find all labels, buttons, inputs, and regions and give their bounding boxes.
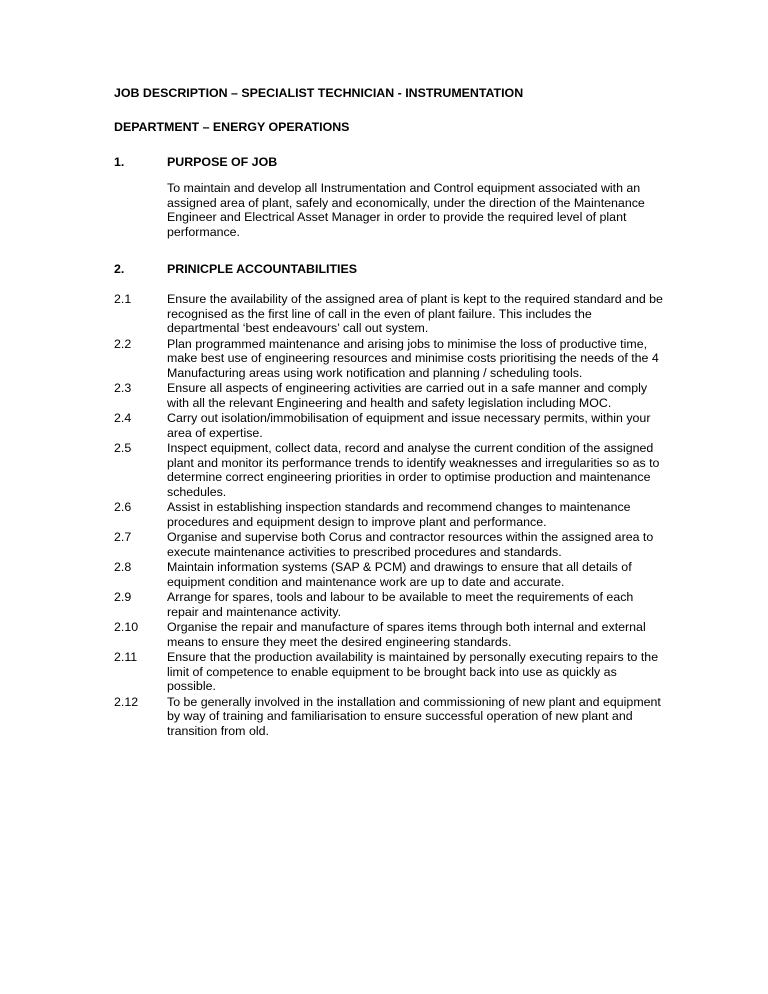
- section-2-title: PRINICPLE ACCOUNTABILITIES: [167, 262, 357, 276]
- item-number: 2.12: [114, 694, 139, 709]
- list-item: [114, 411, 674, 440]
- list-item: [114, 292, 674, 336]
- department-heading: DEPARTMENT – ENERGY OPERATIONS: [114, 120, 350, 134]
- section-1-title: PURPOSE OF JOB: [167, 155, 278, 169]
- item-number: 2.1: [114, 292, 132, 306]
- list-item: [114, 695, 674, 739]
- list-item: [114, 441, 674, 499]
- item-text: Arrange for spares, tools and labour to be available to meet the requirements of each repair and maintenance activity.: [167, 590, 634, 619]
- item-text: Organise the repair and manufacture of spares items through both internal and external means to ensure they meet the desired engineering standards.: [167, 620, 646, 649]
- item-text: Carry out isolation/immobilisation of equipment and issue necessary permits, within your area of expertise.: [167, 411, 651, 440]
- list-item: [114, 620, 674, 649]
- list-item: [114, 337, 674, 381]
- item-number: 2.11: [114, 650, 138, 664]
- item-number: 2.5: [114, 441, 132, 455]
- item-text: Ensure all aspects of engineering activities are carried out in a safe manner and comply with all the relevant Engineering and health and safety legislation including MOC.: [167, 381, 648, 410]
- item-number: 2.9: [114, 590, 132, 604]
- item-text: Maintain information systems (SAP & PCM) and drawings to ensure that all details of equipment condition and maintenance work are up to date and accurate.: [167, 560, 632, 589]
- item-number: 2.8: [114, 560, 132, 574]
- section-1-number: 1.: [114, 155, 125, 169]
- item-number: 2.4: [114, 411, 132, 425]
- item-text: Organise and supervise both Corus and contractor resources within the assigned area to execute maintenance activities to prescribed procedures and standards.: [167, 530, 654, 559]
- item-text: Plan programmed maintenance and arising jobs to minimise the loss of productive time, make best use of engineering resources and minimise costs prioritising the needs of the 4 Manufacturing areas using work notification and planning / scheduling tools.: [167, 336, 659, 380]
- list-item: [114, 381, 674, 410]
- item-number: 2.10: [114, 620, 139, 634]
- purpose-paragraph: To maintain and develop all Instrumentation and Control equipment associated with an assigned area of plant, safely and economically, under the direction of the Maintenance Engineer and Electrical Asset Manager in order to provide the required level of plant performance.: [167, 181, 645, 239]
- list-item: [114, 560, 674, 589]
- list-item: [114, 530, 674, 559]
- document-title: JOB DESCRIPTION – SPECIALIST TECHNICIAN - INSTRUMENTATION: [114, 86, 524, 100]
- item-number: 2.3: [114, 381, 132, 395]
- item-number: 2.7: [114, 530, 132, 544]
- list-item: [114, 590, 674, 619]
- list-item: [114, 650, 674, 694]
- accountabilities-list: [114, 292, 674, 739]
- item-text: Ensure that the production availability is maintained by personally executing repairs to the limit of competence to enable equipment to be brought back into use as quickly as possible.: [167, 650, 659, 693]
- item-text: Inspect equipment, collect data, record and analyse the current condition of the assigned plant and monitor its performance trends to identify weaknesses and irregularities so as to determine correct engineering priorities in order to optimise production and maintenance schedules.: [167, 441, 660, 499]
- item-text: Assist in establishing inspection standards and recommend changes to maintenance procedures and equipment design to improve plant and performance.: [167, 500, 631, 529]
- list-item: [114, 500, 674, 529]
- section-2-number: 2.: [114, 262, 125, 276]
- item-text: To be generally involved in the installation and commissioning of new plant and equipment by way of training and familiarisation to ensure successful operation of new plant and transition from old.: [167, 694, 661, 738]
- item-text: Ensure the availability of the assigned area of plant is kept to the required standard and be recognised as the first line of call in the even of plant failure. This includes the departmental ‘best endeavours’ call out system.: [167, 292, 663, 335]
- item-number: 2.2: [114, 336, 132, 351]
- item-number: 2.6: [114, 500, 132, 514]
